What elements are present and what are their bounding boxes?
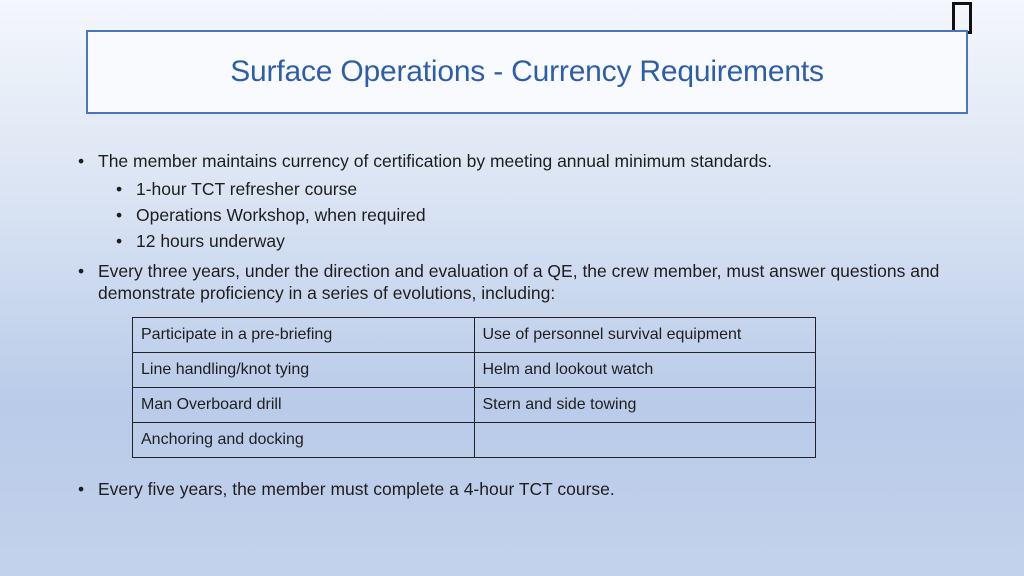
- annual-requirements-list: [76, 178, 976, 252]
- bullet-three-year-evaluation: • Every three years, under the direction and evaluation of a QE, the crew member, must answer questions and demonstrate proficiency in a series of evolutions, including:: [76, 260, 976, 304]
- table-cell: Participate in a pre-briefing: [133, 318, 475, 353]
- slide-footer-content: [76, 478, 976, 506]
- slide-content: [76, 150, 976, 310]
- table-cell: Line handling/knot tying: [133, 353, 475, 388]
- bullet-five-year-course: • Every five years, the member must complete a 4-hour TCT course.: [76, 478, 976, 500]
- table-row: [133, 423, 816, 458]
- title-box: [86, 30, 968, 114]
- table-row: [133, 388, 816, 423]
- table-cell: Use of personnel survival equipment: [474, 318, 816, 353]
- sub-bullet-tct-refresher: • 1-hour TCT refresher course: [76, 178, 976, 200]
- table-cell: Helm and lookout watch: [474, 353, 816, 388]
- table-cell: Stern and side towing: [474, 388, 816, 423]
- slide-title: Surface Operations - Currency Requirements: [230, 55, 824, 88]
- table-cell: Man Overboard drill: [133, 388, 475, 423]
- sub-bullet-hours-underway: • 12 hours underway: [76, 230, 976, 252]
- bullet-annual-standards: • The member maintains currency of certification by meeting annual minimum standards.: [76, 150, 976, 172]
- evolutions-table: [132, 317, 816, 458]
- sub-bullet-operations-workshop: • Operations Workshop, when required: [76, 204, 976, 226]
- table-row: [133, 353, 816, 388]
- table-cell-empty: [474, 423, 816, 458]
- table-cell: Anchoring and docking: [133, 423, 475, 458]
- table-row: [133, 318, 816, 353]
